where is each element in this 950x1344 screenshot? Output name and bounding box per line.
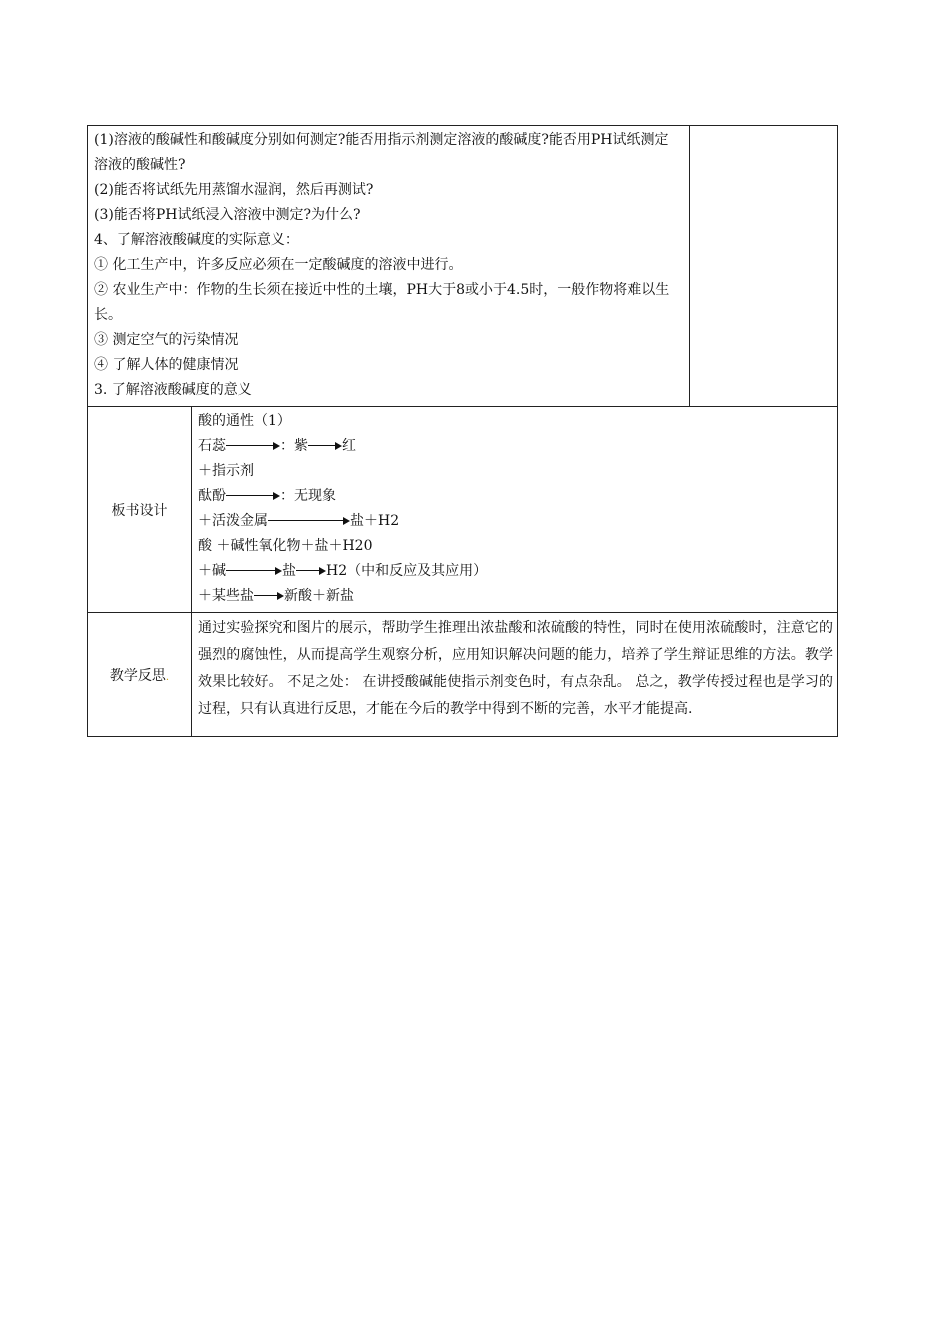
dot-mark: . [165, 671, 170, 683]
process-cell [88, 126, 690, 407]
notes-cell [690, 126, 838, 407]
item-3: ③ 测定空气的污染情况 [94, 332, 239, 348]
board-line-indicator: ＋指示剂 [198, 463, 254, 479]
arrow-icon [226, 566, 282, 576]
reflection-label: 教学反思. [88, 613, 192, 737]
reflection-text: 通过实验探究和图片的展示，帮助学生推理出浓盐酸和浓硫酸的特性，同时在使用浓硫酸时，注意它的强烈的腐蚀性，从而提高学生观察分析，应用知识解决问题的能力，培养了学生辩证思维的方法。教学效果比较好。 不足之处： 在讲授酸碱能使指示剂变色时，有点杂乱。 总之，教学传授过程也是学习的过程，只有认真进行反思，才能在今后的教学中得到不断的完善，水平才能提高. [198, 620, 834, 717]
section-heading: 4、了解溶液酸碱度的实际意义： [94, 232, 299, 248]
board-line-salt: ＋某些盐 新酸＋新盐 [198, 588, 354, 604]
item-1: ① 化工生产中，许多反应必须在一定酸碱度的溶液中进行。 [94, 257, 463, 273]
board-title: 酸的通性（1） [198, 413, 291, 429]
lesson-table [87, 125, 838, 737]
item-4: ④ 了解人体的健康情况 [94, 357, 239, 373]
question-3: (3)能否将PH试纸浸入溶液中测定?为什么? [94, 207, 361, 223]
reflection-row [88, 613, 838, 737]
board-label: 板书设计 [88, 407, 192, 613]
arrow-icon [268, 516, 350, 526]
question-2: (2)能否将试纸先用蒸馏水湿润，然后再测试? [94, 182, 374, 198]
board-line-litmus: 石蕊 ：紫 红 [198, 438, 356, 454]
board-content [192, 407, 838, 613]
board-line-metal: ＋活泼金属 盐＋H2 [198, 513, 400, 529]
item-2: ② 农业生产中：作物的生长须在接近中性的土壤，PH大于8或小于4.5时，一般作物将难以生长。 [94, 282, 670, 323]
arrow-icon [226, 441, 280, 451]
board-line-oxide: 酸 ＋碱性氧化物＋盐＋H20 [198, 538, 373, 554]
board-row [88, 407, 838, 613]
board-line-base: ＋碱 盐 H2（中和反应及其应用） [198, 563, 488, 579]
arrow-icon [296, 566, 326, 576]
process-row [88, 126, 838, 407]
reflection-content [192, 613, 838, 737]
arrow-icon [226, 491, 280, 501]
arrow-icon [254, 591, 284, 601]
board-line-phenol: 酞酚 ：无现象 [198, 488, 336, 504]
question-1: (1)溶液的酸碱性和酸碱度分别如何测定?能否用指示剂测定溶液的酸碱度?能否用PH试纸测定溶液的酸碱性? [94, 132, 669, 173]
arrow-icon [308, 441, 342, 451]
closing-item: 3. 了解溶液酸碱度的意义 [94, 382, 252, 398]
